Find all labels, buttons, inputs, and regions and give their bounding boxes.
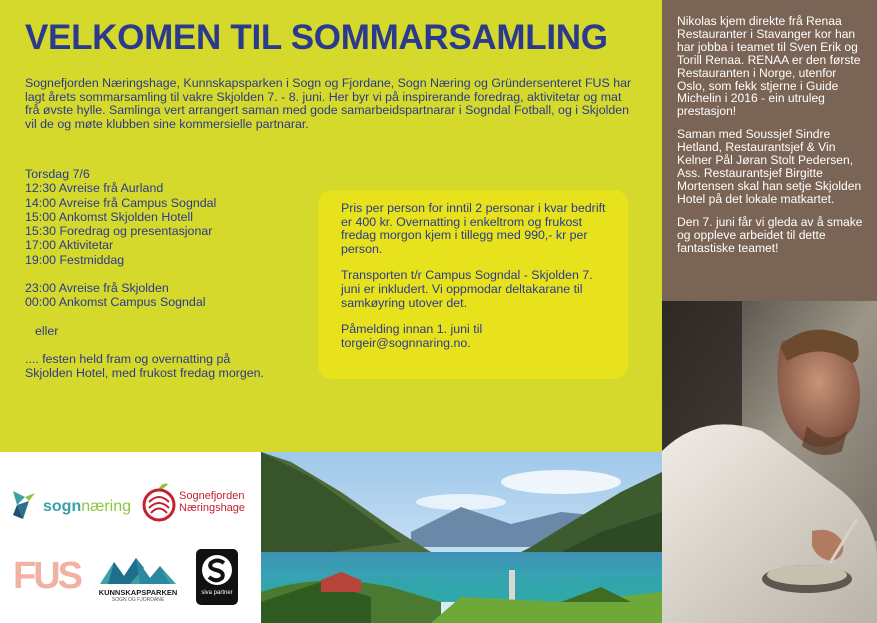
naeringshage-logo — [141, 482, 256, 524]
sogn-naering-logo — [11, 489, 131, 523]
schedule-item: 15:00 Ankomst Skjolden Hotell — [25, 209, 194, 224]
schedule-item: 23:00 Avreise frå Skjolden — [25, 281, 169, 296]
partner-logos — [0, 452, 261, 623]
transport-text: Transporten t/r Campus Sogndal - Skjolden 7. juni er inkludert. Vi oppmodar deltakarane til samkøyring utover det. — [341, 268, 593, 310]
schedule-item: 14:00 Avreise frå Campus Sogndal — [25, 195, 217, 210]
naeringshage-line1: Sognefjorden — [179, 490, 245, 502]
schedule — [25, 167, 275, 381]
kunnskapsparken-logo — [97, 554, 179, 604]
fjord-photo — [261, 452, 662, 623]
siva-partner-text: siva partner — [201, 590, 233, 596]
naeringshage-line2: Næringshage — [179, 502, 246, 514]
siva-s-icon — [200, 553, 234, 587]
info-box — [318, 190, 628, 379]
side-paragraph-1: Nikolas kjem direkte frå Renaa Restauranter i Stavanger kor han har jobba i teamet til Sven Erik og Torill Renaa. RENAA er den første Restauranten i Norge, utenfor Oslo, som fekk stjerne i Guide Michelin i 2016 - ein utruleg prestasjon! — [677, 14, 861, 119]
schedule-or: eller — [35, 323, 59, 338]
side-paragraph-3: Den 7. juni får vi gleda av å smake og oppleve arbeidet til dette fantastiske teamet! — [677, 214, 863, 255]
kunnskapsparken-name: KUNNSKAPSPARKEN — [98, 588, 178, 597]
sogn-naering-icon — [11, 489, 37, 521]
schedule-item: 12:30 Avreise frå Aurland — [25, 181, 164, 196]
signup-text — [341, 323, 614, 350]
signup-email-link[interactable]: torgeir@sognnaring.no. — [341, 335, 471, 350]
schedule-day: Torsdag 7/6 — [25, 167, 90, 181]
side-paragraph-2: Saman med Soussjef Sindre Hetland, Restaurantsjef & Vin Kelner Pål Jøran Stolt Pedersen, Ass. Restaurantsjef Birgitte Mortensen skal han setje Skjolden Hotel på det lokale matkartet. — [677, 127, 862, 206]
schedule-item: 19:00 Festmiddag — [25, 252, 125, 267]
sogn-text: sogn — [43, 498, 82, 515]
naering-text: næring — [81, 498, 132, 515]
page-title: VELKOMEN TIL SOMMARSAMLING — [25, 18, 608, 57]
signup-label: Påmelding innan 1. juni til — [341, 322, 483, 337]
schedule-item: 15:30 Foredrag og presentasjonar — [25, 224, 213, 239]
schedule-item: 17:00 Aktivitetar — [25, 238, 114, 253]
schedule-item: 00:00 Ankomst Campus Sogndal — [25, 295, 206, 310]
fus-logo: FUS — [13, 555, 80, 597]
mountains-icon — [100, 554, 176, 586]
schedule-alternative: .... festen held fram og overnatting på Skjolden Hotel, med frukost fredag morgen. — [25, 351, 264, 381]
side-panel — [662, 0, 877, 301]
apple-icon — [141, 482, 177, 522]
siva-partner-logo — [196, 549, 238, 605]
intro-text: Sognefjorden Næringshage, Kunnskapsparken i Sogn og Fjordane, Sogn Næring og Gründersenteret FUS har lagt årets sommarsamling til vakre Skjolden 7. - 8. juni. Her byr vi på inspirerande foredrag, aktivitetar og mat frå øvste hylle. Samlinga vert arrangert saman med gode samarbeidspartnarar i Sogndal Fotball, og i Skjolden vil de og møte klubben sine kommersielle partnarar. — [25, 76, 632, 131]
kunnskapsparken-sub: SOGN OG FJORDANE — [111, 597, 165, 603]
price-text: Pris per person for inntil 2 personar i kvar bedrift er 400 kr. Overnatting i enkeltrom og frukost fredag morgon kjem i tillegg med 990,- kr per person. — [341, 201, 606, 256]
chef-photo — [662, 301, 877, 623]
